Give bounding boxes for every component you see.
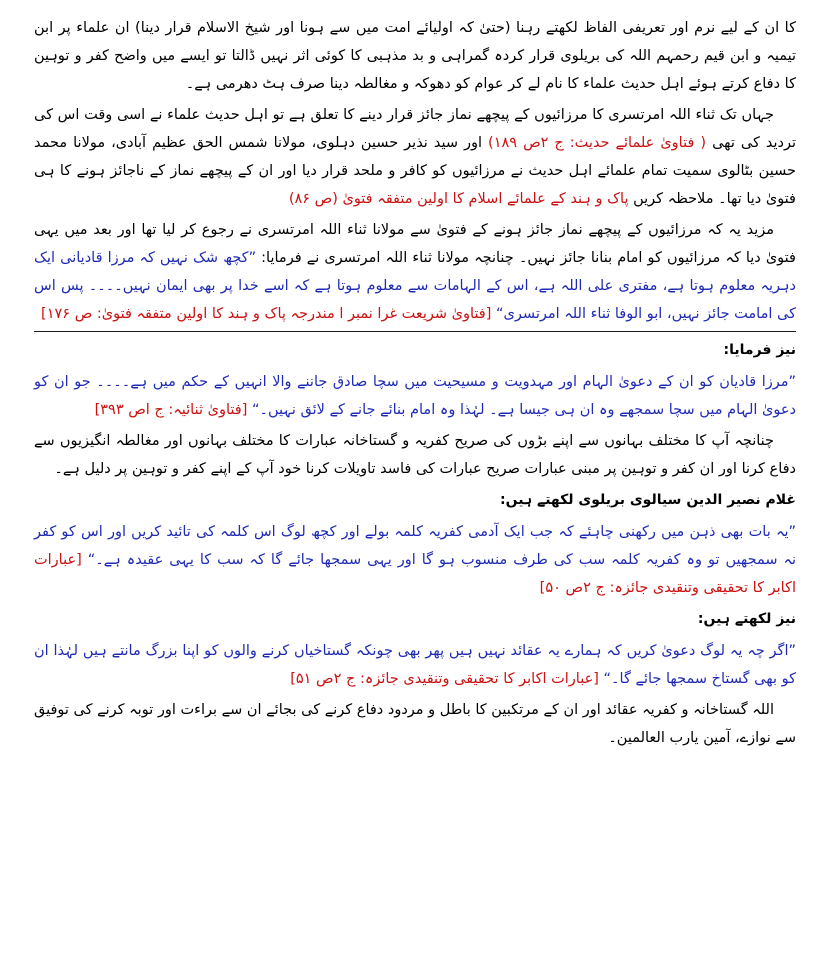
heading-neez-likhte-hain: نیز لکھتے ہیں: [697, 611, 796, 627]
paragraph-8-text: اللہ گستاخانہ و کفریہ عقائد اور ان کے مرتکبین کا باطل و مردود دفاع کرنے کی بجائے ان سے براءت اور توبہ کرنے کی توفیق سے نوازے، آمین یارب العالمین۔ [34, 702, 796, 746]
paragraph-3-text: مزید یہ کہ مرزائیوں کے پیچھے نماز جائز ہونے کے فتویٰ سے مولانا ثناء اللہ امرتسری نے رجوع کر لیا تھا اور بعد میں یہی فتویٰ دیا کہ مرزائیوں کو امام بنانا جائز نہیں۔ چنانچہ مولانا ثناء اللہ امرتسری نے فرمایا: [34, 222, 796, 266]
reference-fatawa-ulama-hadith: ( فتاویٰ علمائے حدیث: ج ۲ص ۱۸۹) [488, 135, 707, 151]
reference-awaleen-muttafiqa-fatwa: پاک و ہند کے علمائے اسلام کا اولین متفقہ فتویٰ (ص ۸۶) [288, 191, 629, 207]
paragraph-3 [34, 216, 796, 328]
paragraph-4 [34, 368, 796, 424]
paragraph-2-text-b: اور سید نذیر حسین دہلوی، مولانا شمس الحق عظیم آبادی، مولانا محمد حسین بٹالوی سمیت تمام علمائے اہل حدیث نے مرزائیوں کو کافر و ملحد قرار دیا اور ان کے پیچھے نماز کے ناجائز ہونے کا ہی فتویٰ دیا تھا۔ ملاحظہ کریں [34, 135, 796, 207]
heading-ghulam-naseer-uddin: غلام نصیر الدین سیالوی بریلوی لکھتے ہیں: [500, 492, 796, 508]
quote-sanaullah-amritsari: ”کچھ شک نہیں کہ مرزا قادیانی ایک دہریہ معلوم ہوتا ہے، مفتری علی اللہ ہے، اس کے الہامات سے معلوم ہوتا ہے کہ اسے خدا پر بھی ایمان نہیں۔۔۔۔ پس اس کی امامت جائز نہیں، ابو الوفا ثناء اللہ امرتسری“ [34, 250, 796, 322]
reference-ibarat-akabir-51: [عبارات اکابر کا تحقیقی وتنقیدی جائزہ: ج ۲ص ۵۱] [290, 671, 599, 687]
paragraph-5-text: چنانچہ آپ کا مختلف بہانوں سے اپنے بڑوں کی صریح کفریہ و گستاخانہ عبارات کا مختلف بہانوں اور مغالطہ انگیزیوں سے دفاع کرنا اور ان کفر و توہین پر مبنی عبارات صریح عبارات کی فاسد تاویلات کرنا خود آپ کے اپنے کفر و توہین پر دلیل ہے۔ [34, 433, 796, 477]
paragraph-7 [34, 637, 796, 693]
quote-sialvi-1: ”یہ بات بھی ذہن میں رکھنی چاہئے کہ جب ایک آدمی کفریہ کلمہ بولے اور کچھ لوگ اس کلمہ کی تائید کریں اور اس کو کفر نہ سمجھیں تو وہ کفریہ کلمہ سب کی طرف منسوب ہو گا اور یہی سمجھا جائے گا کہ سب کا یہی عقیدہ ہے۔“ [34, 524, 796, 568]
reference-fatawa-shariat-ghara: [فتاویٰ شریعت غرا نمبر ا مندرجہ پاک و ہند کا اولین متفقہ فتویٰ: ص ۱۷۶] [41, 306, 492, 322]
paragraph-2-text-a: جہاں تک ثناء اللہ امرتسری کا مرزائیوں کے پیچھے نماز جائز قرار دینے کا تعلق ہے تو اہل حدیث علماء نے اسی وقت اس کی تردید کی تھی [34, 107, 797, 151]
quote-mirza-qadian: ”مرزا قادیان کو ان کے دعویٰ الہام اور مہدویت و مسیحیت میں سچا صادق جاننے والا انہیں کے حکم میں ہے۔۔۔۔ جو ان کو دعویٰ الہام میں سچا سمجھے وہ ان ہی جیسا ہے۔ لہٰذا وہ امام بنائے جانے کے لائق نہیں۔“ [34, 374, 796, 418]
paragraph-2 [34, 101, 796, 213]
paragraph-6 [34, 518, 796, 602]
paragraph-1 [34, 14, 796, 98]
heading-neez-farmaya: نیز فرمایا: [723, 342, 796, 358]
paragraph-5 [34, 427, 796, 483]
paragraph-1-text: کا ان کے لیے نرم اور تعریفی الفاظ لکھتے رہنا (حتیٰ کہ اولیائے امت میں سے ہونا اور شیخ الاسلام قرار دینا) ان علماء پر ابن تیمیہ و ابن قیم رحمہم اللہ کی بریلوی قرار کردہ گمراہی و بد مذہبی کا کوئی اثر نہیں ڈالتا تو ایسے میں واضح کفر و توہین کا دفاع کرتے ہوئے اہل حدیث علماء کا نام لے کر عوام کو دھوکہ و مغالطہ دینا صرف ہٹ دھرمی ہے۔ [34, 20, 796, 92]
section-divider [34, 331, 796, 332]
reference-ibarat-akabir-50: [عبارات اکابر کا تحقیقی وتنقیدی جائزہ: ج ۲ص ۵۰] [34, 552, 796, 596]
reference-fatawa-sanaiya: [فتاویٰ ثنائیہ: ج اص ۳۹۳] [94, 402, 248, 418]
paragraph-8 [34, 696, 796, 752]
quote-sialvi-2: ”اگر چہ یہ لوگ دعویٰ کریں کہ ہمارے یہ عقائد نہیں ہیں پھر بھی چونکہ گستاخیاں کرنے والوں کو اپنا بزرگ مانتے ہیں لہٰذا ان کو بھی گستاخ سمجھا جائے گا۔“ [34, 643, 796, 687]
